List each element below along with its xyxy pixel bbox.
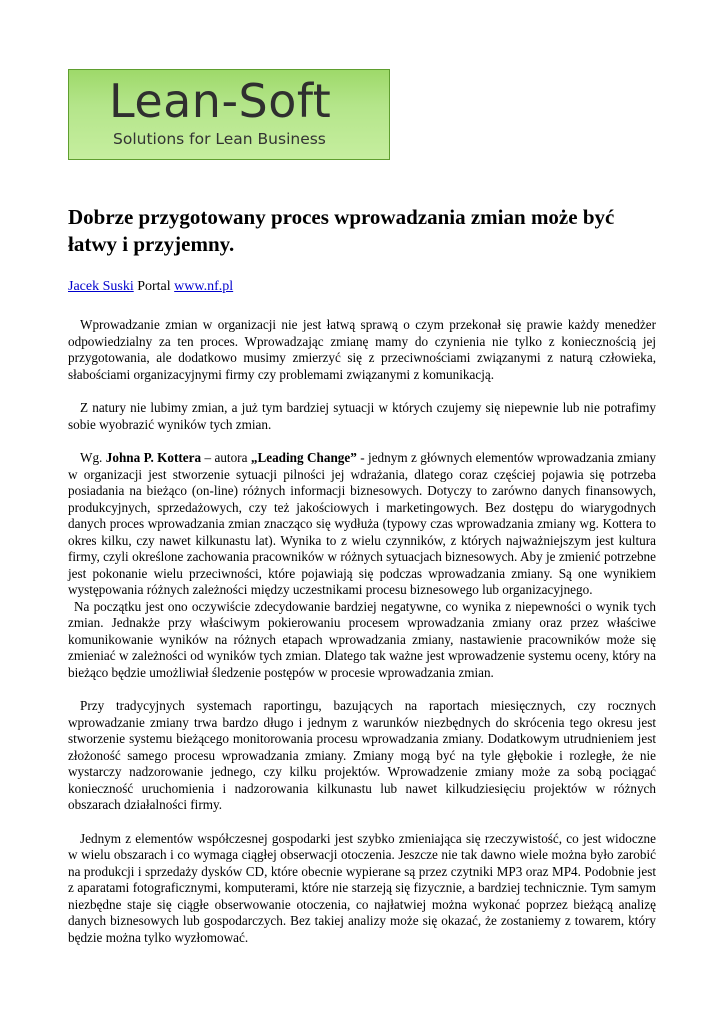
byline — [68, 278, 233, 296]
book-title: „Leading Change” — [250, 450, 357, 465]
article-body — [68, 317, 656, 963]
paragraph-2: Z natury nie lubimy zmian, a już tym bardziej sytuacji w których czujemy się niepewnie lub nie potrafimy sobie wyobrazić wyników tych zmian. — [68, 400, 656, 432]
paragraph-5: Przy tradycyjnych systemach raportingu, bazujących na raportach miesięcznych, czy rocznych wprowadzanie zmiany trwa bardzo długo i jednym z warunków niezbędnych do skrócenia tego okresu jest stworzenie systemu bieżącego monitorowania procesu wprowadzania zmiany. Dodatkowym utrudnieniem jest złożoność samego procesu wprowadzania zmiany. Zmiany mogą być na tyle głębokie i rozległe, że nie wystarczy nadzorowanie jednego, czy kilku projektów. Wprowadzenie zmiany może za sobą pociągać konieczność uruchomienia i nadzorowania kilkunastu lub nawet kilkudziesięciu projektów w różnych obszarach działalności firmy. — [68, 698, 656, 812]
kotter-name: Johna P. Kottera — [105, 450, 202, 465]
portal-link[interactable]: www.nf.pl — [174, 279, 234, 294]
logo-subtitle: Solutions for Lean Business — [113, 130, 326, 148]
p3-rest: - jednym z głównych elementów wprowadzania zmiany w organizacji jest stworzenie sytuacji pilności jej wdrażania, dlatego coraz częściej pojawia się potrzeba posiadania na bieżąco (on-line) różnych informacji biznesowych. Dotyczy to zarówno danych finansowych, produkcyjnych, sprzedażowych, czy też jakościowych i marketingowych. Bez dostępu do wiarygodnych danych proces wprowadzania zmian znacząco się wydłuża (typowy czas wprowadzania zmiany wg. Kottera to okres kilku, czy nawet kilkunastu lat). Wynika to z wielu czynników, z których najważniejszym jest kultura firmy, czyli określone zachowania pracowników w różnych sytuacjach biznesowych. Aby je zmienić potrzebne jest pokonanie wielu przeciwności, które pojawiają się podczas wprowadzania zmiany. Są one wynikiem występowania różnych zależności między uczestnikami procesu biznesowego lub organizacyjnego. — [68, 450, 657, 597]
author-link[interactable]: Jacek Suski — [68, 279, 134, 294]
p3-pre: Wg. — [80, 450, 103, 465]
paragraph-6: Jednym z elementów współczesnej gospodarki jest szybko zmieniająca się rzeczywistość, co jest widoczne w wielu obszarach i co wymaga ciągłej obserwacji otoczenia. Jeszcze nie tak dawno wiele można było zarobić na produkcji i sprzedaży dysków CD, które obecnie wypierane są przez czytniki MP3 oraz MP4. Podobnie jest z aparatami fotograficznymi, komputerami, które nie starzeją się fizycznie, a bardziej technicznie. Tym samym niezbędne staje się ciągłe obserwowanie otoczenia, co najłatwiej można wykonać poprzez bieżącą analizę danych biznesowych lub gospodarczych. Bez takiej analizy może się okazać, że zostaniemy z towarem, który będzie można tylko wyzłomować. — [68, 830, 656, 945]
article-title: Dobrze przygotowany proces wprowadzania zmian może być łatwy i przyjemny. — [68, 205, 615, 256]
paragraph-1: Wprowadzanie zmian w organizacji nie jest łatwą sprawą o czym przekonał się prawie każdy menedżer odpowiedzialny za ten proces. Wprowadzając zmianę mamy do czynienia nie tylko z koniecznością jej przygotowania, ale dodatkowo musimy zmierzyć się z przeciwnościami związanymi z naturą człowieka, słabościami organizacyjnymi firmy czy problemami związanymi z komunikacją. — [68, 317, 656, 382]
logo-title: Lean-Soft — [109, 74, 332, 128]
lean-soft-logo — [68, 69, 390, 160]
p3-mid: – autora — [204, 450, 248, 465]
paragraph-3 — [68, 450, 656, 599]
portal-label: Portal — [137, 279, 171, 294]
paragraph-4: Na początku jest ono oczywiście zdecydowanie bardziej negatywne, co wynika z niepewności o wynik tych zmian. Jednakże przy właściwym pokierowaniu procesem wprowadzania zmiany oraz przez właściwe komunikowanie wyników na różnych etapach wprowadzania zmiany, nastawienie pracowników może się zmieniać w zależności od wyników tych zmian. Dlatego tak ważne jest wprowadzenie systemu oceny, który na bieżąco będzie umożliwiał śledzenie postępów w procesie wprowadzania zmian. — [68, 598, 656, 680]
